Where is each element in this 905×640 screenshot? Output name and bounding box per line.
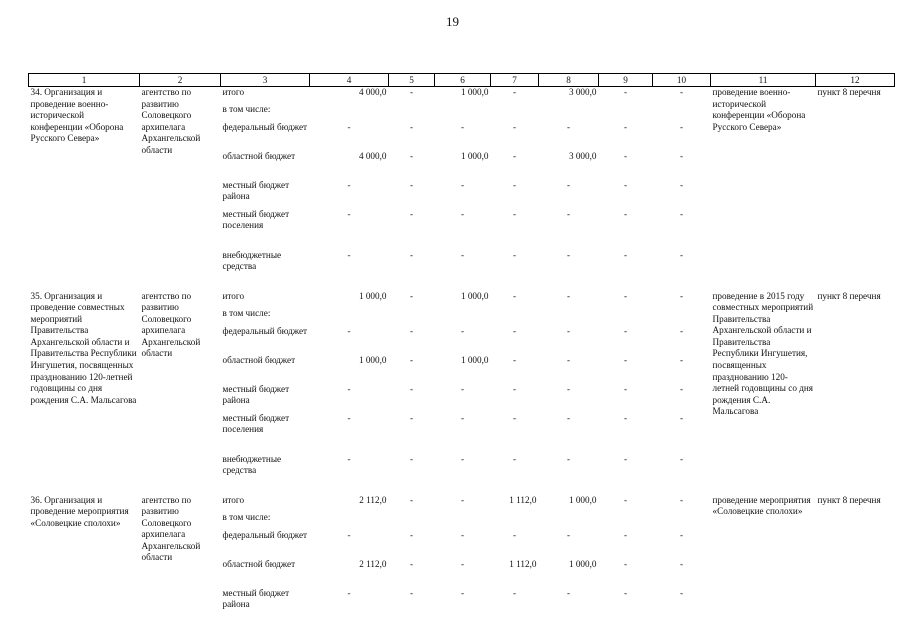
amount-col9 — [599, 308, 653, 326]
amount-col5: - — [409, 179, 414, 190]
amount-col7: - — [512, 179, 517, 190]
amount-col6 — [435, 308, 491, 326]
amount-col10: - — [679, 249, 684, 260]
amount-col10: - — [679, 354, 684, 365]
amount-col5: - — [409, 249, 414, 260]
amount-col7: - — [512, 290, 517, 301]
amount-col5: - — [409, 587, 414, 598]
amount-col5 — [389, 512, 435, 530]
amount-col6: - — [460, 587, 465, 598]
spacer-cell — [29, 483, 895, 495]
total-amount: - — [347, 587, 351, 598]
funding-source: итого — [222, 87, 245, 97]
amount-col8: - — [566, 249, 571, 260]
amount-col8: 1 000,0 — [568, 494, 597, 505]
column-number: 11 — [711, 74, 816, 87]
table-row — [29, 495, 895, 512]
column-number: 4 — [310, 74, 389, 87]
amount-col5: - — [409, 558, 414, 569]
amount-col6: - — [460, 412, 465, 423]
amount-col6: - — [460, 383, 465, 394]
column-number-row — [29, 74, 895, 87]
total-amount: 4 000,0 — [358, 87, 387, 97]
amount-col8: - — [566, 354, 571, 365]
basis-cell: пункт 8 перечня — [817, 87, 881, 97]
amount-col5: - — [409, 383, 414, 394]
amount-col6 — [435, 512, 491, 530]
total-amount: 2 112,0 — [359, 494, 387, 505]
basis-cell: пункт 8 перечня — [817, 494, 881, 505]
amount-col8: - — [566, 453, 571, 464]
amount-col6: - — [460, 529, 465, 540]
amount-col5: - — [409, 453, 414, 464]
amount-col5: - — [409, 354, 414, 365]
funding-source: внебюджетные средства — [222, 249, 282, 272]
amount-col6: 1 000,0 — [460, 354, 489, 365]
amount-col7: - — [512, 150, 517, 161]
funding-source: местный бюджет района — [222, 179, 290, 202]
total-amount: - — [347, 179, 351, 190]
funding-source: в том числе: — [222, 103, 271, 114]
amount-col6: - — [460, 494, 465, 505]
column-number: 6 — [435, 74, 491, 87]
expected-result: проведение мероприятия «Соловецкие сполохи» — [712, 494, 811, 517]
amount-col10: - — [679, 412, 684, 423]
funding-source: федеральный бюджет — [222, 121, 308, 132]
amount-col9: - — [623, 179, 628, 190]
amount-col9: - — [623, 249, 628, 260]
amount-col9 — [599, 104, 653, 122]
amount-col9: - — [623, 529, 628, 540]
total-amount — [310, 308, 389, 326]
amount-col5: - — [409, 412, 414, 423]
total-amount: - — [347, 208, 351, 219]
total-amount — [310, 512, 389, 530]
amount-col10: - — [679, 121, 684, 132]
amount-col7 — [491, 104, 539, 122]
program-table — [28, 73, 895, 617]
total-amount: - — [347, 383, 351, 394]
amount-col9: - — [623, 494, 628, 505]
amount-col7: 1 112,0 — [509, 494, 537, 505]
amount-col6: - — [460, 453, 465, 464]
amount-col5: - — [409, 290, 414, 301]
amount-col10: - — [679, 587, 684, 598]
amount-col7 — [491, 308, 539, 326]
spacer-cell — [29, 279, 895, 291]
amount-col9: - — [623, 87, 628, 97]
expected-result: проведение военно-исторической конференции «Оборона Русского Севера» — [712, 87, 806, 132]
amount-col9: - — [623, 412, 628, 423]
amount-col7: - — [512, 354, 517, 365]
total-amount: - — [347, 325, 351, 336]
amount-col8 — [539, 104, 599, 122]
amount-col9: - — [623, 150, 628, 161]
total-amount: - — [347, 453, 351, 464]
column-number: 7 — [491, 74, 539, 87]
table-body — [29, 87, 895, 617]
basis-cell: пункт 8 перечня — [817, 290, 881, 301]
column-number: 8 — [539, 74, 599, 87]
executor-cell: агентство по развитию Соловецкого архипелага Архангельской области — [141, 290, 201, 359]
amount-col9: - — [623, 290, 628, 301]
amount-col7: - — [512, 453, 517, 464]
column-number: 9 — [599, 74, 653, 87]
total-amount: - — [347, 249, 351, 260]
amount-col7: - — [512, 249, 517, 260]
amount-col6: - — [460, 558, 465, 569]
column-number: 10 — [653, 74, 711, 87]
amount-col10: - — [679, 208, 684, 219]
funding-source: местный бюджет поселения — [222, 208, 290, 231]
executor-cell: агентство по развитию Соловецкого архипелага Архангельской области — [141, 494, 201, 563]
funding-source: внебюджетные средства — [222, 453, 282, 476]
amount-col7: - — [512, 325, 517, 336]
amount-col7: - — [512, 412, 517, 423]
amount-col10 — [653, 512, 711, 530]
table-row — [29, 87, 895, 104]
amount-col8: - — [566, 587, 571, 598]
funding-source: областной бюджет — [222, 354, 296, 365]
amount-col7 — [491, 512, 539, 530]
amount-col10: - — [679, 290, 684, 301]
funding-source: в том числе: — [222, 511, 271, 522]
amount-col8: - — [566, 325, 571, 336]
amount-col10: - — [679, 453, 684, 464]
funding-source: федеральный бюджет — [222, 325, 308, 336]
amount-col5: - — [409, 150, 414, 161]
amount-col7: - — [512, 121, 517, 132]
amount-col5: - — [409, 87, 414, 97]
amount-col7: - — [512, 87, 517, 97]
amount-col7: 1 112,0 — [509, 558, 537, 569]
amount-col5: - — [409, 494, 414, 505]
column-number: 12 — [816, 74, 895, 87]
total-amount: - — [347, 529, 351, 540]
amount-col8 — [539, 512, 599, 530]
amount-col10: - — [679, 383, 684, 394]
amount-col9: - — [623, 383, 628, 394]
amount-col8: 3 000,0 — [568, 87, 597, 97]
amount-col8: - — [566, 383, 571, 394]
amount-col6: - — [460, 179, 465, 190]
amount-col10: - — [679, 529, 684, 540]
column-number: 5 — [389, 74, 435, 87]
amount-col9: - — [623, 558, 628, 569]
amount-col5 — [389, 104, 435, 122]
executor-cell: агентство по развитию Соловецкого архипелага Архангельской области — [141, 87, 201, 155]
amount-col9: - — [623, 587, 628, 598]
page-number: 19 — [446, 14, 459, 29]
total-amount: 2 112,0 — [359, 558, 387, 569]
amount-col6: - — [460, 249, 465, 260]
amount-col7: - — [512, 587, 517, 598]
item-title: 35. Организация и проведение совместных мероприятий Правительства Архангельской области и Правительства Республики Ингушетия, посвященных празднованию 120-летней годовщины со дня рождения С.А. Мальсагова — [30, 290, 137, 405]
amount-col5: - — [409, 529, 414, 540]
total-amount: 4 000,0 — [358, 150, 387, 161]
funding-source: итого — [222, 290, 245, 301]
amount-col9: - — [623, 208, 628, 219]
amount-col7: - — [512, 529, 517, 540]
column-number: 1 — [29, 74, 140, 87]
funding-source: в том числе: — [222, 307, 271, 318]
funding-source: федеральный бюджет — [222, 529, 308, 540]
amount-col8: - — [566, 529, 571, 540]
total-amount — [310, 104, 389, 122]
amount-col6 — [435, 104, 491, 122]
amount-col8: - — [566, 179, 571, 190]
amount-col6: 1 000,0 — [460, 150, 489, 161]
amount-col6: 1 000,0 — [460, 87, 489, 97]
amount-col7: - — [512, 208, 517, 219]
spacer-row — [29, 483, 895, 495]
amount-col6: - — [460, 325, 465, 336]
amount-col10: - — [679, 558, 684, 569]
amount-col7: - — [512, 383, 517, 394]
amount-col10 — [653, 104, 711, 122]
total-amount: 1 000,0 — [358, 290, 387, 301]
funding-source: областной бюджет — [222, 150, 296, 161]
amount-col6: - — [460, 121, 465, 132]
amount-col9: - — [623, 121, 628, 132]
funding-source: областной бюджет — [222, 558, 296, 569]
amount-col9: - — [623, 354, 628, 365]
amount-col10: - — [679, 494, 684, 505]
amount-col8 — [539, 308, 599, 326]
amount-col5: - — [409, 121, 414, 132]
amount-col9: - — [623, 453, 628, 464]
expected-result: проведение в 2015 году совместных мероприятий Правительства Архангельской области и Правительства Республики Ингушетия, посвященных празднованию 120-летней годовщины со дня рождения С.А. Мальсагова — [712, 290, 814, 417]
column-number: 3 — [221, 74, 310, 87]
amount-col5 — [389, 308, 435, 326]
amount-col8: 1 000,0 — [568, 558, 597, 569]
amount-col8: 3 000,0 — [568, 150, 597, 161]
column-number: 2 — [140, 74, 221, 87]
amount-col9: - — [623, 325, 628, 336]
amount-col10: - — [679, 325, 684, 336]
amount-col8: - — [566, 208, 571, 219]
amount-col8: - — [566, 412, 571, 423]
total-amount: - — [347, 412, 351, 423]
funding-source: местный бюджет района — [222, 383, 290, 406]
amount-col10: - — [679, 179, 684, 190]
total-amount: - — [347, 121, 351, 132]
amount-col8: - — [566, 121, 571, 132]
funding-source: итого — [222, 494, 245, 505]
amount-col10: - — [679, 87, 684, 97]
item-title: 36. Организация и проведение мероприятия «Соловецкие сполохи» — [30, 494, 129, 528]
total-amount: 1 000,0 — [358, 354, 387, 365]
amount-col8: - — [566, 290, 571, 301]
table-row — [29, 291, 895, 308]
item-title: 34. Организация и проведение военно-исторической конференции «Оборона Русского Севера» — [30, 87, 124, 144]
spacer-row — [29, 279, 895, 291]
amount-col9 — [599, 512, 653, 530]
funding-source: местный бюджет района — [222, 587, 290, 610]
amount-col5: - — [409, 208, 414, 219]
amount-col5: - — [409, 325, 414, 336]
amount-col10: - — [679, 150, 684, 161]
amount-col6: 1 000,0 — [460, 290, 489, 301]
amount-col10 — [653, 308, 711, 326]
funding-source: местный бюджет поселения — [222, 412, 290, 435]
amount-col6: - — [460, 208, 465, 219]
